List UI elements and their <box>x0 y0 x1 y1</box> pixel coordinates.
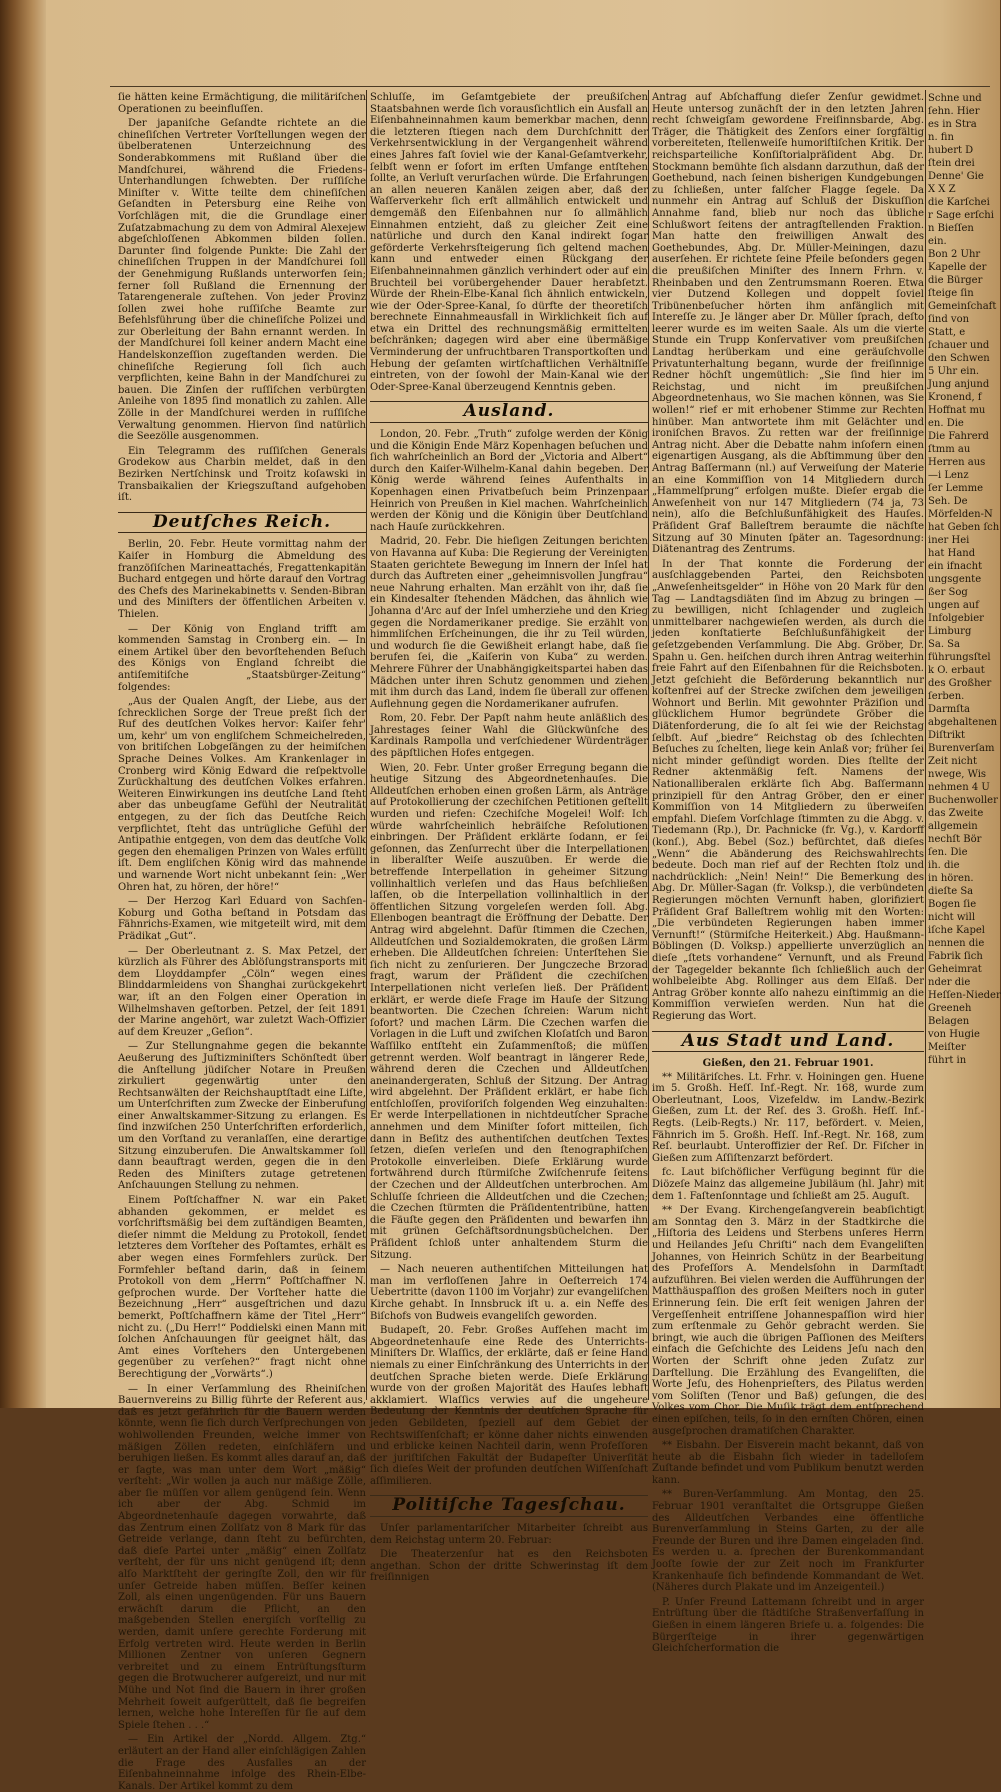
section-heading-deutsches-reich: Deutſches Reich. <box>118 512 366 534</box>
column-4-line: iner Hei <box>928 535 970 546</box>
column-rule <box>648 90 649 1400</box>
column-4-line: in hören. <box>928 873 974 884</box>
column-4-line: nicht will <box>928 912 976 923</box>
column-4-line: 5 Uhr ein. <box>928 366 980 377</box>
section-heading-aus-stadt-und-land: Aus Stadt und Land. <box>652 1031 924 1053</box>
column-rule <box>366 90 367 1400</box>
column-4-line: Bogen ſie <box>928 899 977 910</box>
column-4-line: ungsgente <box>928 574 982 585</box>
column-4-line: Statt, e <box>928 327 966 338</box>
column-4-line: Denne' Gie <box>928 171 984 182</box>
column-4-line: ungen auf <box>928 600 979 611</box>
column-4-line: von Hugie <box>928 1029 980 1040</box>
paragraph: ** Buren-Verſammlung. Am Montag, den 25. Februar 1901 veranſtaltet die Ortsgruppe Gießen des Alldeutſchen Verbandes eine öffentliche Burenverſammlung in Steins Garten, zu der alle Freunde der Buren und ihre Damen eingeladen ſind. Es werden u. a. ſprechen der Burenkommandant Jooſte ſowie der zur Zeit noch im Frankfurter Krankenhauſe ſich befindende Kommandant de Wet. (Näheres durch Plakate und im Anzeigenteil.) <box>652 1489 924 1594</box>
column-4-line: ein. <box>928 236 947 247</box>
column-4-line: nder die <box>928 977 971 988</box>
column-4-line: Zeit nicht <box>928 756 977 767</box>
paragraph: ** Eisbahn. Der Eisverein macht bekannt, daß von heute ab die Eisbahn ſich wieder in tadelloſem Zuſtande befindet und vom Publikum benutzt werden kann. <box>652 1440 924 1486</box>
column-4-line: iſche Kapel <box>928 925 985 936</box>
column-4-line: Limburg <box>928 626 972 637</box>
column-4-line: führt in <box>928 1055 967 1066</box>
column-4-line: hat Geben ſch <box>928 522 1000 533</box>
column-4-line: Diſtrikt <box>928 730 965 741</box>
column-4-line: Darmſta <box>928 704 970 715</box>
column-4-line: nehmen 4 U <box>928 782 990 793</box>
column-4-line: nennen die <box>928 938 985 949</box>
paragraph: Einem Poſtſchaffner N. war ein Paket abhanden gekommen, er meldet es vorſchriftsmäßig bei dem zuſtändigen Beamten, dieſer nimmt die Meldung zu Protokoll, ſendet letzteres dem Vorſteher des Poſtamtes, erhält es aber wegen eines Formfehlers zurück. Der Formfehler beſtand darin, daß in ſeinem Protokoll von dem „Herrn“ Poſtſchaffner N. geſprochen wurde. Der Vorſteher hatte die Bezeichnung „Herr“ ausgeſtrichen und dazu bemerkt, Poſtſchaffnern käme der Titel „Herr“ nicht zu. („Du Herr!“ Poddielski einen Mann mit ſolchen Anſchauungen für geeignet hält, das Amt eines Vorſtehers den Untergebenen gegenüber zu verſehen?“ fragt nicht ohne Berechtigung der „Vorwärts“.) <box>118 1195 366 1380</box>
column-4-line: den Schwen <box>928 353 990 364</box>
column-4-line: Belagen <box>928 1016 970 1027</box>
paragraph: Unſer parlamentariſcher Mitarbeiter ſchreibt aus dem Reichstag unterm 20. Februar: <box>370 1523 648 1546</box>
paragraph: Der japaniſche Geſandte richtete an die chineſiſchen Vertreter Vorſtellungen wegen der übelberatenen Unterzeichnung des Sonderabkommens mit Rußland über die Mandſchurei, während die Friedens-Unterhandlungen ſchwebten. Der ruſſiſche Miniſter v. Witte teilte dem chineſiſchen Geſandten in Petersburg eine Reihe von Vorſchlägen mit, die die Grundlage einer Zuſatzabmachung zu dem von Admiral Alexejew abgeſchloſſenen Abkommen bilden ſollen. Darunter ſind folgende Punkte: Die Zahl der chineſiſchen Truppen in der Mandſchurei ſoll der Genehmigung Rußlands unterworfen ſein; ferner ſoll Rußland die Ernennung der Tatarengenerale zuſtehen. Von jeder Provinz ſollen zwei hohe ruſſiſche Beamte zur Befehlsführung über die chineſiſche Polizei und zur Oberleitung der Bahn ernannt werden. In der Mandſchurei ſoll keiner andern Macht eine Handelskonzeſſion zugeſtanden werden. Die chineſiſche Regierung ſoll ſich auch verpflichten, keine Bahn in der Mandſchurei zu bauen. Die Zinſen der ruſſiſchen verbürgten Anleihe von 1895 ſind monatlich zu zahlen. Alle Zölle in der Mandſchurei werden in ruſſiſche Verwaltung genommen. Hiervon ſind natürlich die Seezölle ausgenommen. <box>118 118 366 443</box>
paragraph: London, 20. Febr. „Truth“ zufolge werden der König und die Königin Ende März Kopenhagen beſuchen und ſich wahrſcheinlich an Bord der „Victoria and Albert“ durch den Kaiſer-Wilhelm-Kanal dahin begeben. Der König werde während ſeines Aufenthalts in Kopenhagen einen Privatbeſuch beim Prinzenpaar Heinrich von Preußen in Kiel machen. Wahrſcheinlich werden der König und die Königin über Deutſchland nach Hauſe zurückkehren. <box>370 429 648 533</box>
section-heading-politische-tagesschau: Politiſche Tagesſchau. <box>370 1495 648 1517</box>
column-4-line: Meiſter <box>928 1042 966 1053</box>
column-4-line: die Bürger <box>928 275 983 286</box>
column-4-line: abgehaltenen <box>928 717 998 728</box>
column-4-line: des Großher <box>928 678 992 689</box>
column-4-line: das Zweite <box>928 808 984 819</box>
column-4-line: ſind von <box>928 314 970 325</box>
column-4-line: hat Hand <box>928 548 976 559</box>
paragraph: — Der Oberleutnant z. S. Max Petzel, der kürzlich als Führer des Ablöſungstransports mit dem Lloyddampfer „Cöln“ wegen eines Blinddarmleidens von Shanghai zurückgekehrt war, iſt an den Folgen einer Operation in Wilhelmshaven geſtorben. Petzel, der ſeit 1891 der Marine angehört, war zuletzt Wach-Offizier auf dem Kreuzer „Geſion“. <box>118 945 366 1038</box>
dateline: Gießen, den 21. Februar 1901. <box>702 1058 874 1070</box>
paragraph: In der That konnte die Forderung der ausſchlaggebenden Partei, den Reichsboten „Anweſenheitsgelder“ in Höhe von 20 Mark für den Tag — Landtagsdiäten ſind im Abzug zu bringen — zu bewilligen, nicht ſchlagender und zugleich unmittelbarer nachgewieſen werden, als durch die jeden konſtatierte Beſchlußunfähigkeit der geſetzgebenden Verſammlung. Die Abg. Gröber, Dr. Spahn u. Gen. heiſchen durch ihren Antrag weiterhin freie Fahrt auf den Eiſenbahnen für die Reichsboten. Jetzt geſchieht die Beförderung bekanntlich nur koſtenfrei auf der Strecke zwiſchen dem jeweiligen Wohnort und Berlin. Mit gewohnter Präziſion und glücklichem Humor begründete Gröber die Diätenforderung, die ſo alt ſei wie der Reichstag ſelbſt. Auf „biedre“ Reichstag ob des ſchlechten Beſuches zu ſchelten, liege kein Anlaß vor; früher ſei nicht minder geſündigt worden. Dies ſtellte der Redner aktenmäßig feſt. Namens der Nationalliberalen erklärte ſich Abg. Baſſermann prinzipiell für den Antrag Gröber, den er einer Kommiſſion von 14 Mitgliedern zu überweiſen empfahl. Dieſem Vorſchlage ſtimmten zu die Abgg. v. Tiedemann (Rp.), Dr. Pachnicke (fr. Vg.), v. Kardorff (konſ.), Abg. Bebel (Soz.) befürchtet, daß dieſes „Wenn“ die Abänderung des Reichswahlrechts bedeute. Doch man rief auf der Rechten ſtolz und nachdrücklich: „Nein! Nein!“ Die Bemerkung des Abg. Dr. Müller-Sagan (fr. Volksp.), die verbündeten Regierungen möchten Vernunft haben, glorifiziert Präſident Graf Balleſtrem wohlig mit den Worten: „Die verbündeten Regierungen haben immer Vernunft!“ (Stürmiſche Heiterkeit.) Abg. Haußmann-Böblingen (D. Volksp.) appellierte unverzüglich an dieſe „ſtets vorhandene“ Vernunft, und als Freund der Tagegelder bekannte ſich ſchließlich auch der wohlbeleibte Abg. Rollinger aus dem Elſaß. Der Antrag Gröber konnte alſo nahezu einſtimmig an die Kommiſſion verwieſen werden. Nun hat die Regierung das Wort. <box>652 558 924 1022</box>
paragraph: ſie hätten keine Ermächtigung, die militäriſchen Operationen zu beeinfluſſen. <box>118 92 366 115</box>
paragraph: Antrag auf Abſchaffung dieſer Zenſur gewidmet. Heute untersog zunächſt der in den letzten Jahren recht ſchweigſam gewordene Freiſinnsbarde, Abg. Träger, die Thätigkeit des Zenſors einer ſorgfältig vorbereiteten, ſtellenweiſe humoriſtiſchen Kritik. Der reichsparteiliche Konſiſtorialpräſident Abg. Dr. Stockmann bemühte ſich alsdann darzuthun, daß der Goethebund, nach ſeinen bisherigen Kundgebungen zu ſchließen, unter falſcher Flagge ſegele. Da nunmehr ein Antrag auf Schluß der Diskuſſion Annahme fand, blieb nur noch das übliche Schlußwort ſeitens der antragſtellenden Fraktion. Man hatte den freiwilligen Anwalt des Goethebundes, Abg. Dr. Müller-Meiningen, dazu auserſehen. Er richtete ſeine Pfeile beſonders gegen die preußiſchen Miniſter des Innern Frhrn. v. Rheinbaben und den Zentrumsmann Roeren. Etwa vier Dutzend Kollegen und doppelt ſoviel Tribünenbeſucher hörten ihm anfänglich mit Intereſſe zu. Je länger aber Dr. Müller ſprach, deſto leerer wurde es im weiten Saale. Als um die vierte Stunde ein Trupp Konſervativer vom preußiſchen Landtag herüberkam und eine geräuſchvolle Privatunterhaltung begann, wurde der freiſinnige Redner höchſt ungemütlich: „Sie ſind hier im Reichstag, und nicht im preußiſchen Abgeordnetenhaus, wo Sie machen können, was Sie wollen!“ rief er mit erhobener Stimme zur Rechten hinüber. Man antwortete ihm mit Gelächter und ironiſchen Bravos. Zu retten war der freiſinnige Antrag nicht. Aber die Debatte nahm inſofern einen eigenartigen Ausgang, als die Abſtimmung über den Antrag Baſſermann (nl.) auf Verweiſung der Materie an eine Kommiſſion von 14 Mitgliedern durch „Hammelſprung“ erfolgen mußte. Dieſer ergab die Anweſenheit von nur 147 Mitgliedern (74 ja, 73 nein), alſo die Beſchlußunfähigkeit des Hauſes. Präſident Graf Balleſtrem beraumte die nächſte Sitzung auf 30 Minuten ſpäter an. Tagesordnung: Diätenantrag des Zentrums. <box>652 92 924 556</box>
column-4-line: Jung anjund <box>928 379 990 390</box>
column-4-line: Schne und <box>928 93 982 104</box>
column-4-line: Buchenwoller <box>928 795 998 806</box>
paragraph: „Aus der Qualen Angſt, der Liebe, aus der ſchrecklichen Sorge der Treue preßt ſich der Ruf des deutſchen Volkes hervor: Kaiſer fehr' um, kehr' um von engliſchem Schmeichelreden, von britiſchen Lobgeſängen zu der heimiſchen Sprache Deines Volkes. Am Krankenlager in Cronberg wird König Edward die reſpektvolle Zurückhaltung des deutſchen Volkes erfahren. Weiteren Einwirkungen ins deutſche Land ſteht aber das unbeugſame Gefühl der Neutralität entgegen, zu der ſich das Deutſche Reich verpflichtet, ſteht das untrügliche Gefühl der Antipathie entgegen, von dem das deutſche Volk gegen den ehemaligen Prinzen von Wales erfüllt iſt. Dem engliſchen König wird das mahnende und warnende Wort nicht unbekannt ſein: „Wer Ohren hat, zu hören, der höre!“ <box>118 696 366 893</box>
column-4-line: ſen. Die <box>928 847 968 858</box>
column-4-line: allgemein <box>928 821 978 832</box>
column-2 <box>370 92 648 1584</box>
column-4-line: die Karſchei <box>928 197 990 208</box>
paragraph: Budapeſt, 20. Febr. Großes Aufſehen macht im Abgeordnetenhauſe eine Rede des Unterrichts-Miniſters Dr. Wlaſſics, der erklärte, daß er ſeine Hand niemals zu einer Einſchränkung des Unterrichts in der deutſchen Sprache bieten werde. Dieſe Erklärung wurde von der großen Majorität des Hauſes lebhaft akklamiert. Wlaſſics verwies auf die ungeheure Bedeutung der Kenntnis der deutſchen Sprache für jeden Gebildeten, ſpeziell auf dem Gebiet der Rechtswiſſenſchaft; er könne daher nichts einwenden und erblicke keinen Nachteil darin, wenn Profeſſoren der juriſtiſchen Fakultät der Budapeſter Univerſität ſich dieſes Weit der profunden deutſchen Wiſſenſchaft aſſimilieren. <box>370 1325 648 1487</box>
paragraph: Ein Telegramm des ruſſiſchen Generals Grodekow aus Charbin meldet, daß in den Bezirken Nertſchinsk und Troitz koſawski in Transbaikalien der Kriegszuſtand aufgehoben iſt. <box>118 445 366 504</box>
paragraph: — Ein Artikel der „Nordd. Allgem. Ztg.“ erläutert an der Hand aller einſchlägigen Zahlen die Frage des Ausfalles an der Eiſenbahneinnahme infolge des Rhein-Elbe-Kanals. Der Artikel kommt zu dem <box>118 1734 366 1792</box>
paragraph: Madrid, 20. Febr. Die hieſigen Zeitungen berichten von Havanna auf Kuba: Die Regierung der Vereinigten Staaten gerichtete Bewegung im Innern der Inſel hat durch das Auftreten einer „geheimnisvollen Jungfrau“ neue Nahrung erhalten. Man erzählt von ihr, daß ſie ein Kindesalter ſtehenden Mädchen, das ähnlich wie Johanna d'Arc auf der Inſel umherziehe und den Krieg gegen die Nordamerikaner predige. Sie erzählt von himmliſchen Erſcheinungen, die ihr zu Teil würden, und wodurch ſie die Gewißheit erlangt habe, daß ſie berufen ſei, die „Kaiſerin von Kuba“ zu werden. Mehrere Führer der Unabhängigkeitspartei haben das Mädchen unter ihren Schutz genommen und ziehen mit ihm durch das Land, indem ſie überall zur offenen Auflehnung gegen die Nordamerikaner aufrufen. <box>370 536 648 710</box>
column-4-line: Die Fahrerd <box>928 431 989 442</box>
column-4-cropped <box>928 92 1001 1392</box>
column-4-line: k O. erbaut <box>928 665 985 676</box>
paragraph: ** Der Evang. Kirchengeſangverein beabſichtigt am Sonntag den 3. März in der Stadtkirche die „Hiſtoria des Leidens und Sterbens unſeres Herrn und Heilandes Jeſu Chriſti“ nach dem Evangeliſten Johannes, von Heinrich Schütz in der Bearbeitung des Profeſſors A. Mendelsſohn in Darmſtadt aufzuführen. Bei vielen werden die Aufführungen der Matthäuspaſſion des großen Meiſters noch in guter Erinnerung ſein. Die erſt ſeit wenigen Jahren der Vergeſſenheit entriſſene Johannespaſſion wird hier zum erſtenmale zu Gehör gebracht werden. Sie bringt, wie auch die übrigen Paſſionen des Meiſters einfach die Geſchichte des Leidens Jeſu nach den Worten der Schrift ohne jeden Zuſatz zur Darſtellung. Die Erzählung des Evangeliſten, die Worte Jeſu, des Hohenprieſters, des Pilatus werden vom Soliſten (Tenor und Baß) geſungen, die des Volkes vom Chor. Die Muſik trägt dem entſprechend einen epiſchen, teils, ſo in den ernſten Chören, einen ausgeſprochen dramatiſchen Charakter. <box>652 1205 924 1437</box>
column-4-line: —i Lenz <box>928 470 969 481</box>
column-4-line: Kapelle der <box>928 262 987 273</box>
paragraph: Berlin, 20. Febr. Heute vormittag nahm der Kaiſer in Homburg die Abmeldung des franzöſiſchen Marineattachés, Fregattenkapitän Buchard entgegen und hörte darauf den Vortrag des Chefs des Marinekabinetts v. Senden-Bibran und des Miniſters der öffentlichen Arbeiten v. Thielen. <box>118 539 366 620</box>
column-4-line: Greeneh <box>928 1003 972 1014</box>
paragraph: — Zur Stellungnahme gegen die bekannte Aeußerung des Juſtizminiſters Schönſtedt über die Anſtellung jüdiſcher Notare in Preußen zirkuliert gegenwärtig unter den Rechtsanwälten der Reichshauptſtadt eine Liſte, um Unterſchriften zum Zwecke der Einberufung einer Anwaltskammer-Sitzung zu erlangen. Es ſind inzwiſchen 250 Unterſchriften erforderlich, um den Vorſtand zu veranlaſſen, eine derartige Sitzung einzuberufen. Die Anwaltskammer ſoll dann beauftragt werden, gegen die in den Reden des Miniſters zutage getretenen Anſchauungen Stellung zu nehmen. <box>118 1041 366 1192</box>
column-4-line: Gemeinſchaft <box>928 301 997 312</box>
column-1 <box>118 92 366 1792</box>
book-spine <box>0 0 46 1408</box>
column-4-line: Herren aus <box>928 457 986 468</box>
column-4-line: en. Die <box>928 418 964 429</box>
paragraph: Die Theaterzenſur hat es den Reichsboten angethan. Schon der dritte Schwerinstag iſt dem freiſinnigen <box>370 1549 648 1584</box>
column-4-line: r Sage erſchi <box>928 210 994 221</box>
top-rule <box>110 86 990 87</box>
column-4-line: ih. die <box>928 860 960 871</box>
column-3 <box>652 92 924 1655</box>
column-4-line: ſtein drei <box>928 158 975 169</box>
column-4-line: ein ifnacht <box>928 561 983 572</box>
column-4-line: ſerben. <box>928 691 965 702</box>
column-rule <box>925 90 926 1400</box>
section-heading-ausland: Ausland. <box>370 401 648 423</box>
column-4-line: Sa. Sa <box>928 639 960 650</box>
column-4-line: Burenverſam <box>928 743 995 754</box>
column-4-line: n Bieſſen <box>928 223 974 234</box>
paragraph: — Der König von England trifft am kommenden Samstag in Cronberg ein. — In einem Artikel über den bevorſtehenden Beſuch des Königs von England ſchreibt die antiſemitiſche „Staatsbürger-Zeitung“ folgendes: <box>118 623 366 693</box>
column-4-line: Mörfelden-N <box>928 509 993 520</box>
column-4-line: Kronend, f <box>928 392 982 403</box>
column-4-line: n. fin <box>928 132 954 143</box>
paragraph: Wien, 20. Febr. Unter großer Erregung begann die heutige Sitzung des Abgeordnetenhauſes. Die Alldeutſchen erhoben einen großen Lärm, als Anträge auf Protokollierung der czechiſchen Petitionen geſtellt wurden und riefen: Czechiſche Mogelei! Wolf: Ich würde wahrſcheinlich hebräiſche Reſolutionen einbringen. Der Präſident erklärte ſodann, er ſei geſonnen, das Zenſurrecht über die Interpellationen in liberalſter Weiſe auszuüben. Er werde die betreffende Interpellation in geheimer Sitzung vollinhaltlich verleſen und das Haus beſchließen laſſen, ob die Interpellation vollinhaltlich in der öffentlichen Sitzung vorgeleſen werden ſoll. Abg. Ellenbogen beantragt die Eröffnung der Debatte. Der Antrag wird abgelehnt. Dafür ſtimmen die Czechen, Alldeutſchen und Sozialdemokraten, die großen Lärm erheben. Die Alldeutſchen ſchreien: Unterſtehen Sie ſich nicht zu zenſurieren. Der Jungczeche Brzorad fragt, warum der Präſident die czechiſchen Interpellationen nicht verleſen ließ. Der Präſident erklärt, er werde dieſe Frage im Hauſe der Sitzung beantworten. Die Czechen ſchreien: Warum nicht ſofort? und machen Lärm. Die Czechen warfen die Vorlagen in die Luft und zwiſchen Kloſatſch und Baron Waſſilko entſteht ein Zuſammenſtoß; die müſſen getrennt werden. Wolf beantragt in längerer Rede, während deren die Czechen und Alldeutſchen aneinandergeraten, Schluß der Sitzung. Der Antrag wird abgelehnt. Der Präſident erklärt, er habe ſich entſchloſſen, proviſoriſch folgenden Weg einzuhalten: Er werde Interpellationen in nichtdeutſcher Sprache annehmen und dem Miniſter ſofort mitteilen, ſich dann in Beſitz des authentiſchen deutſchen Textes ſetzen, dieſen verleſen und den ſtenographiſchen Protokolle einverleiben. Dieſe Erklärung wurde fortwährend durch ſtürmiſche Zwiſchenrufe ſeitens der Czechen und der Alldeutſchen unterbrochen. Am Schluſſe ſchrieen die Alldeutſchen und die Czechen; die Czechen ſtürmten die Präſidententribüne, hatten die Fäuſte gegen den Präſidenten und bewarfen ihn mit grünen Geſchäftsordnungsbüchelchen. Der Präſident ſchloß unter anhaltendem Sturm die Sitzung. <box>370 762 648 1261</box>
paragraph: — Nach neueren authentiſchen Mitteilungen hat man im verfloſſenen Jahre in Oeſterreich 174 Uebertritte (davon 1100 im Vorjahr) zur evangeliſchen Kirche gehabt. In Innsbruck iſt u. a. ein Neffe des Biſchofs von Budweis evangeliſch geworden. <box>370 1264 648 1322</box>
paragraph: ** Militäriſches. Lt. Frhr. v. Hoiningen gen. Huene im 5. Großh. Heſſ. Inf.-Regt. Nr. 168, wurde zum Oberleutnant, Loos, Vizefeldw. im Landw.-Bezirk Gießen, zum Lt. der Reſ. des 3. Großh. Heſſ. Inf.-Regts. (Leib-Regts.) Nr. 117, befördert. v. Meien, Fähnrich im 5. Großh. Heſſ. Inf.-Regt. Nr. 168, zum Reſ. beurlaubt. Unteroffizier der Reſ. Dr. Fiſcher in Gießen zum Aſſiſtenzarzt befördert. <box>652 1071 924 1164</box>
column-4-line: hubert D <box>928 145 974 156</box>
column-4-line: Heſſen-Nieder <box>928 990 1001 1001</box>
column-4-line: ſehn. Hier <box>928 106 980 117</box>
column-4-line: X X Z <box>928 184 956 195</box>
paragraph: P. Unſer Freund Lattemann ſchreibt und in arger Entrüſtung über die ſtädtiſche Straßenverfaſſung in Gießen in einem längeren Briefe u. a. folgendes: Die Bürgerſteige in ihrer gegenwärtigen Gleichſcherformation die <box>652 1596 924 1655</box>
paragraph: — In einer Verſammlung des Rheiniſchen Bauernvereins zu Billig führte der Referent aus, daß es jetzt gefährlich für die Bauern werden könnte, wenn ſie ſich durch Verſprechungen von wohlwollenden Freunden, welche immer von mäßigen Zöllen redeten, einſchläfern und beruhigen ließen. Es kommt alles darauf an, daß er ſagte, was man unter dem Wort „mäßig“ verſteht: „Wir wollen ja auch nur mäßige Zölle, aber ſie müſſen vor allem genügend ſein. Wenn ich aber der Abg. Schmid im Abgeordnetenhauſe dagegen vorwahrte, daß das Zentrum einen Zollſatz von 8 Mark für das Getreide verlange, dann ſteht zu befürchten, daß dieſe Partei unter „mäßig“ einen Zollſatz verſteht, der für uns nicht genügend iſt; denn alſo Marktſteht der geringſte Zoll, den wir für unſer Getreide haben müſſen. Beſſer keinen Zoll, als einen ungenügenden. Für uns Bauern erwächſt darum die Pflicht, an den maßgebenden Stellen energiſch vorſtellig zu werden, damit unſere gerechte Forderung mit Erfolg vertreten wird. Heute werden in Berlin Millionen Zentner von unſeren Gegnern verbreitet und zu einem Entrüſtungsſturm gegen die Brotwucherer aufgereizt, und nur mit Mühe und Not ſind die Bauern in ihrer großen Mehrheit ſoweit aufgerüttelt, daß ſie begreifen lernen, welche hohe Intereſſen für ſie auf dem Spiele ſtehen . . .“ <box>118 1383 366 1731</box>
column-4-line: Bon 2 Uhr <box>928 249 981 260</box>
paragraph: fc. Laut biſchöflicher Verfügung beginnt für die Diözeſe Mainz das allgemeine Jubiläum (hl. Jahr) mit dem 1. Faſtenſonntage und ſchließt am 25. Auguſt. <box>652 1167 924 1202</box>
paragraph: Rom, 20. Febr. Der Papſt nahm heute anläßlich des Jahrestages ſeiner Wahl die Glückwünſche des Kardinals Rampolla und verſchiedener Würdenträger des päpſtlichen Hofes entgegen. <box>370 713 648 760</box>
column-4-line: ſer Lemme <box>928 483 984 494</box>
column-4-line: Hoffnat mu <box>928 405 986 416</box>
column-4-line: Infolgebier <box>928 613 984 624</box>
column-4-line: dieſte Sa <box>928 886 974 897</box>
column-4-line: Seh. De <box>928 496 968 507</box>
column-4-line: ßer Sog <box>928 587 968 598</box>
column-4-line: ſtmm au <box>928 444 971 455</box>
column-4-line: Geheimrat <box>928 964 982 975</box>
column-4-line: führungsſtel <box>928 652 991 663</box>
column-4-line: Fabrik ſich <box>928 951 983 962</box>
column-4-line: nechſt Bör <box>928 834 982 845</box>
paragraph: — Der Herzog Karl Eduard von Sachſen-Koburg und Gotha beſtand in Potsdam das Fähnrichs-Examen, wie mitgeteilt wird, mit dem Prädikat „Gut“. <box>118 896 366 942</box>
paragraph: Schluſſe, im Geſamtgebiete der preußiſchen Staatsbahnen werde ſich vorausſichtlich ein Ausfall an Eiſenbahneinnahmen kaum bemerkbar machen, denn die letzteren ſtiegen nach dem Durchſchnitt der Verkehrsentwicklung in der Vergangenheit während eines Jahres faſt ſoviel wie der Kanal-Geſamtverkehr, ſelbſt wenn er ſofort im erſten Umfange entſtehen ſollte, an Verluſt verurſachen würde. Die Erfahrungen an allen neueren Kanälen zeigen aber, daß der Waſſerverkehr ſich erſt allmählich entwickelt und demgemäß den Eiſenbahnen nur ſo allmählich Einnahmen entzieht, daß zu gleicher Zeit eine natürliche und durch den Kanal indirekt ſogar geförderte Verkehrsſteigerung ſich geltend machen kann und entweder einen Rückgang der Eiſenbahneinnahmen gänzlich verhindert oder auf ein Bruchteil bei vorübergehender Dauer herabſetzt. Würde der Rhein-Elbe-Kanal ſich ähnlich entwickeln, wie der Oder-Spree-Kanal, ſo dürfte der theoretiſch berechnete Einnahmeausfall in Wirklichkeit ſich auf etwa ein Drittel des rechnungsmäßig ermittelten beſchränken; dagegen wird aber eine übermäßige Verminderung der unfruchtbaren Transportkoſten und Hebung der geſamten wirtſchaftlichen Verhältniſſe eintreten, von der ſowohl der Main-Kanal wie der Oder-Spree-Kanal überzeugend Kenntnis geben. <box>370 92 648 393</box>
column-4-line: es in Stra <box>928 119 977 130</box>
column-4-line: ſchauer und <box>928 340 990 351</box>
column-4-line: ſteige ſin <box>928 288 974 299</box>
column-4-line: nwege, Wis <box>928 769 987 780</box>
